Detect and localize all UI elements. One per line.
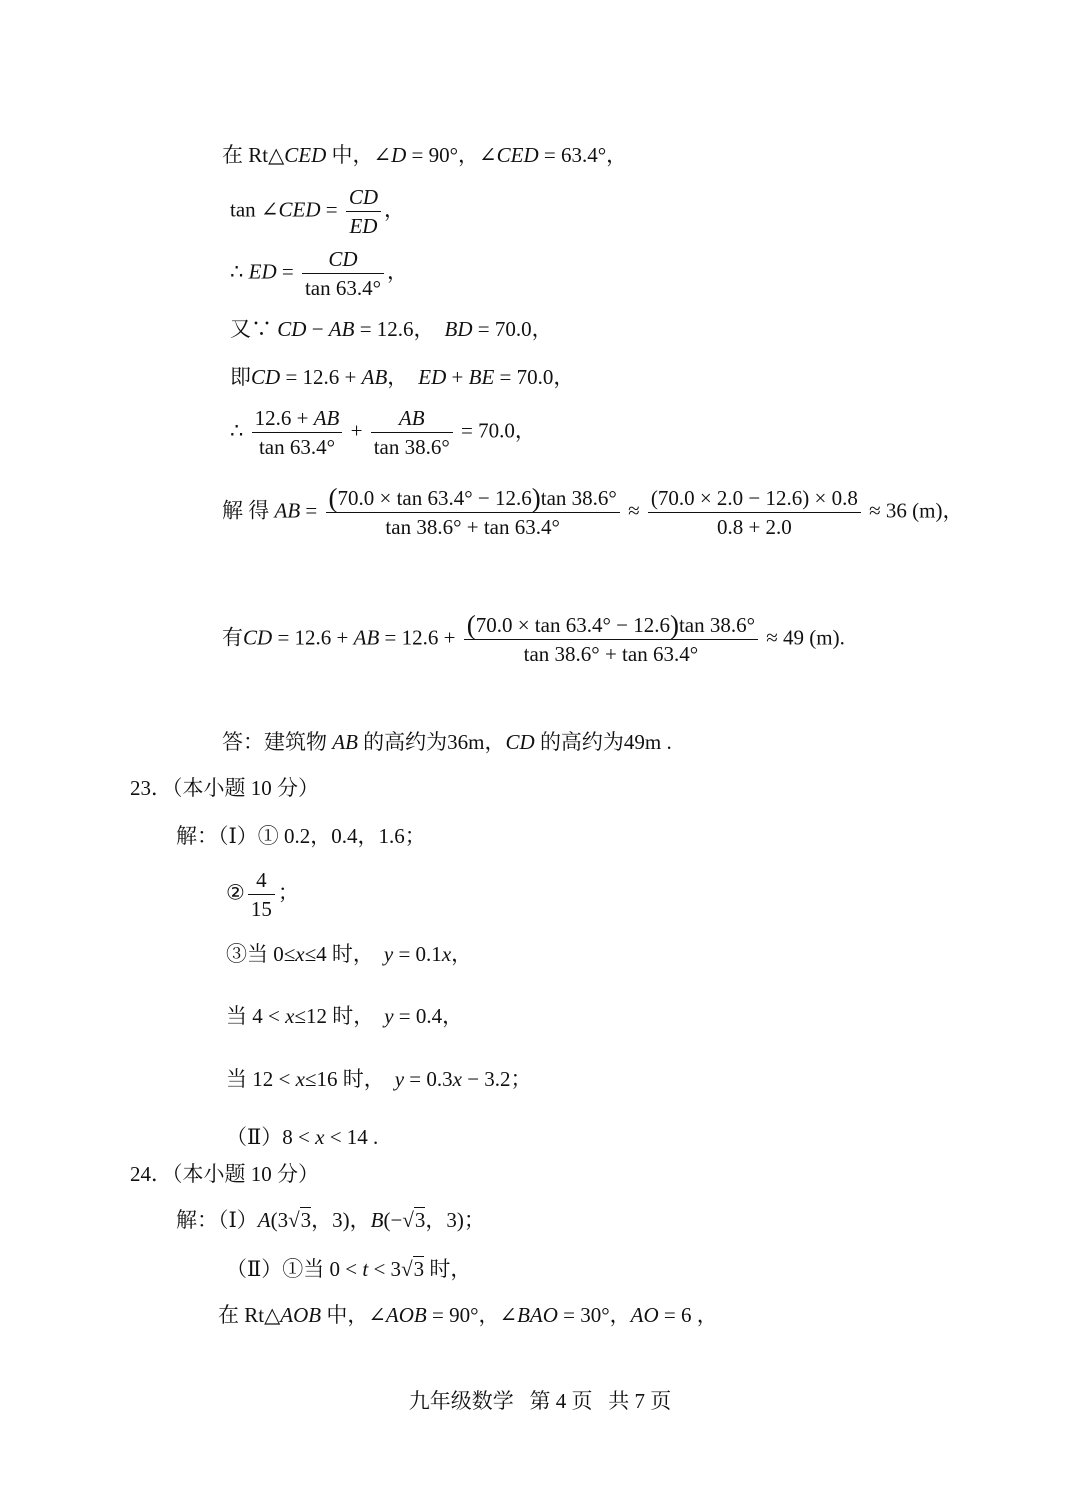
fraction: $\frac{12.6 + AB}{\tan 63.4^\circ}$ (252, 404, 343, 461)
q23-heading: 23．（本小题 10 分） (130, 776, 319, 800)
q23-line-5: 当 12 < x≤16 时， y = 0.3x − 3.2； (226, 1067, 532, 1091)
q23-line-4: 当 4 < x≤12 时， y = 0.4， (226, 1004, 464, 1028)
q23-line-3: ③当 0≤x≤4 时， y = 0.1x， (226, 942, 473, 966)
fraction: $\frac{(70.0 \times \tan 63.4^\circ - 12.6)\tan 38.6^\circ}{\tan 38.6^\circ + \tan 63.4^\circ}$ (326, 484, 620, 541)
q22-line-4: 又∵ CD − AB = 12.6， BD = 70.0， (230, 317, 553, 341)
q22-line-3: ∴ ED = $\frac{CD}{\tan 63.4^\circ}$ ， (230, 247, 409, 300)
page-footer: 九年级数学 第 4 页 共 7 页 (408, 1389, 672, 1413)
q22-line-7: 解 得 AB = $\frac{(70.0 \times \tan 63.4^\circ - 12.6)\tan 38.6^\circ}{\tan 38.6^\circ + \tan 63.4^\circ}$ ≈ $\frac{(70.0 \times 2.0 - 12.6) \times 0.8}{0.8 + 2.0}$ ≈ 36 (m)， (222, 483, 964, 539)
fraction: $\frac{(70.0 \times \tan 63.4^\circ - 12.6)\tan 38.6^\circ}{\tan 38.6^\circ + \tan 63.4^\circ}$ (464, 611, 758, 668)
fraction: $\frac{CD}{ED}$ (346, 183, 381, 240)
q23-line-2: ② $\frac{4}{15}$ ； (226, 868, 299, 921)
q22-line-5: 即CD = 12.6 + AB， ED + BE = 70.0， (230, 365, 575, 389)
q22-line-1: 在 Rt△CED 中，∠D = 90°，∠CED = 63.4°， (222, 143, 628, 167)
fraction: $\frac{(70.0 \times 2.0 - 12.6) \times 0.8}{0.8 + 2.0}$ (648, 484, 861, 541)
q24-heading: 24．（本小题 10 分） (130, 1162, 319, 1186)
fraction: $\frac{AB}{\tan 38.6^\circ}$ (371, 404, 453, 461)
q24-line-2: （Ⅱ）①当 0 < t < 3√3 时， (226, 1257, 472, 1281)
q24-line-1: 解：（Ⅰ）A(3√3，3)，B(−√3，3)； (176, 1208, 485, 1232)
q22-line-8: 有CD = 12.6 + AB = 12.6 + $\frac{(70.0 \times \tan 63.4^\circ - 12.6)\tan 38.6^\circ}{\tan 38.6^\circ + \tan 63.4^\circ}$ ≈ 49 (m). (222, 610, 845, 666)
fraction: $\frac{4}{15}$ (248, 866, 275, 923)
q24-line-3: 在 Rt△AOB 中，∠AOB = 90°，∠BAO = 30°，AO = 6 ， (218, 1303, 718, 1327)
q23-line-6: （Ⅱ）8 < x < 14 . (226, 1125, 379, 1149)
q22-line-2: tan ∠CED = $\frac{CD}{ED}$ ， (230, 185, 406, 238)
q22-answer: 答：建筑物 AB 的高约为36m，CD 的高约为49m . (222, 730, 672, 754)
q23-line-1: 解：（Ⅰ）① 0.2，0.4，1.6； (176, 824, 426, 848)
fraction: $\frac{CD}{\tan 63.4^\circ}$ (302, 245, 384, 302)
q22-line-6: ∴ $\frac{12.6 + AB}{\tan 63.4^\circ}$ + $\frac{AB}{\tan 38.6^\circ}$ = 70.0， (230, 406, 536, 459)
